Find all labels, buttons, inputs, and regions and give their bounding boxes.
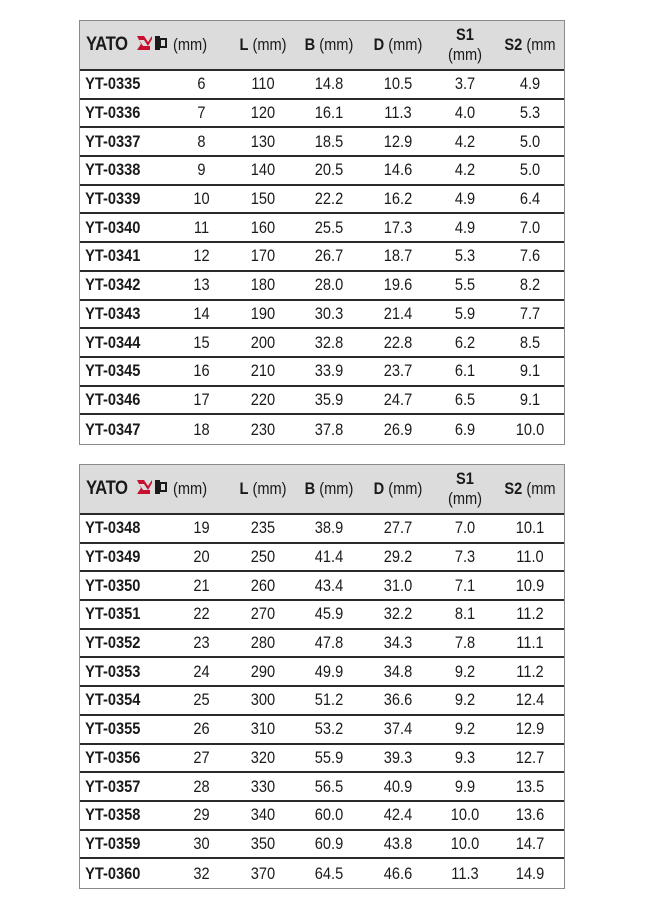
size-cell: 26 <box>193 719 210 739</box>
b-cell: 33.9 <box>314 361 344 381</box>
b-cell: 16.1 <box>314 103 344 123</box>
s1-cell: 7.3 <box>454 547 476 567</box>
d-cell: 39.3 <box>383 747 413 767</box>
size-cell: 9 <box>197 160 206 180</box>
b-cell: 53.2 <box>314 719 344 739</box>
l-cell: 120 <box>250 103 276 123</box>
s2-cell: 5.0 <box>519 131 541 151</box>
s1-cell: 6.2 <box>454 332 476 352</box>
b-cell: 25.5 <box>314 217 344 237</box>
size-cell: 20 <box>193 547 210 567</box>
header-size-unit: (mm) <box>173 35 208 54</box>
d-cell: 31.0 <box>383 575 413 595</box>
b-cell: 51.2 <box>314 690 344 710</box>
b-cell: 43.4 <box>314 575 344 595</box>
model-cell: YT-0335 <box>85 74 141 94</box>
s2-cell: 10.1 <box>515 518 545 538</box>
s1-cell: 4.2 <box>454 131 476 151</box>
size-cell: 19 <box>193 518 210 538</box>
l-cell: 150 <box>250 189 276 209</box>
d-cell: 14.6 <box>383 160 413 180</box>
model-cell: YT-0344 <box>85 332 141 352</box>
s2-cell: 11.1 <box>516 633 544 653</box>
header-size-unit: (mm) <box>173 479 208 498</box>
model-cell: YT-0343 <box>85 303 141 323</box>
s2-cell: 14.7 <box>515 833 545 853</box>
s1-cell: 9.3 <box>454 747 476 767</box>
d-cell: 32.2 <box>383 604 413 624</box>
table-body <box>80 515 564 888</box>
header-D: D (mm) <box>373 35 423 54</box>
size-cell: 12 <box>193 246 210 266</box>
size-cell: 18 <box>193 419 210 439</box>
l-cell: 300 <box>250 690 276 710</box>
s2-cell: 11.0 <box>516 547 544 567</box>
s1-cell: 5.5 <box>454 275 476 295</box>
b-cell: 28.0 <box>314 275 344 295</box>
s1-cell: 5.9 <box>454 303 476 323</box>
b-cell: 26.7 <box>314 246 344 266</box>
s2-cell: 12.9 <box>515 719 545 739</box>
table-row <box>80 831 564 860</box>
size-cell: 27 <box>193 747 210 767</box>
s1-cell: 6.1 <box>454 361 476 381</box>
s2-cell: 9.1 <box>519 389 541 409</box>
table-row <box>80 572 564 601</box>
s2-cell: 7.6 <box>519 246 541 266</box>
s2-cell: 10.0 <box>515 419 545 439</box>
s2-cell: 12.4 <box>515 690 545 710</box>
table-header <box>80 21 564 71</box>
s2-cell: 7.0 <box>519 217 541 237</box>
header-L: L (mm) <box>239 479 287 498</box>
d-cell: 21.4 <box>383 303 413 323</box>
s2-cell: 4.9 <box>519 74 541 94</box>
d-cell: 12.9 <box>383 131 413 151</box>
d-cell: 36.6 <box>383 690 413 710</box>
s2-cell: 14.9 <box>515 863 545 883</box>
s1-cell: 3.7 <box>454 74 476 94</box>
b-cell: 32.8 <box>314 332 344 352</box>
model-cell: YT-0346 <box>85 389 141 409</box>
s1-cell: 9.2 <box>454 690 476 710</box>
b-cell: 47.8 <box>314 633 344 653</box>
l-cell: 340 <box>250 805 276 825</box>
model-cell: YT-0348 <box>85 518 141 538</box>
model-cell: YT-0359 <box>85 833 141 853</box>
header-B: B (mm) <box>304 35 354 54</box>
table-row <box>80 515 564 544</box>
model-cell: YT-0350 <box>85 575 141 595</box>
model-cell: YT-0345 <box>85 361 141 381</box>
d-cell: 27.7 <box>383 518 413 538</box>
s1-cell: 9.2 <box>454 661 476 681</box>
s1-cell: 7.1 <box>454 575 476 595</box>
brand-cell <box>80 33 173 58</box>
brand-cell <box>80 477 173 502</box>
model-cell: YT-0341 <box>85 246 141 266</box>
table-row <box>80 859 564 888</box>
size-cell: 17 <box>193 389 210 409</box>
s2-cell: 13.5 <box>515 776 545 796</box>
d-cell: 26.9 <box>383 419 413 439</box>
header-S2: S2 (mm <box>504 479 556 498</box>
s1-cell: 5.3 <box>454 246 476 266</box>
b-cell: 35.9 <box>314 389 344 409</box>
d-cell: 19.6 <box>383 275 413 295</box>
wrench-size-icon <box>135 33 169 58</box>
s1-cell: 4.9 <box>454 189 476 209</box>
l-cell: 160 <box>250 217 276 237</box>
size-cell: 22 <box>193 604 210 624</box>
table-row <box>80 243 564 272</box>
b-cell: 14.8 <box>314 74 344 94</box>
d-cell: 40.9 <box>383 776 413 796</box>
d-cell: 24.7 <box>383 389 413 409</box>
d-cell: 22.8 <box>383 332 413 352</box>
b-cell: 60.9 <box>314 833 344 853</box>
size-cell: 28 <box>193 776 210 796</box>
l-cell: 180 <box>250 275 276 295</box>
l-cell: 110 <box>251 74 275 94</box>
table-row <box>80 387 564 416</box>
table-row <box>80 773 564 802</box>
l-cell: 260 <box>250 575 276 595</box>
model-cell: YT-0347 <box>85 419 141 439</box>
table-row <box>80 71 564 100</box>
table-row <box>80 128 564 157</box>
spec-table-2 <box>79 464 565 889</box>
size-cell: 16 <box>193 361 210 381</box>
b-cell: 60.0 <box>314 805 344 825</box>
l-cell: 320 <box>250 747 276 767</box>
d-cell: 37.4 <box>383 719 413 739</box>
l-cell: 235 <box>250 518 276 538</box>
model-cell: YT-0339 <box>85 189 141 209</box>
s1-cell: 9.2 <box>454 719 476 739</box>
s2-cell: 12.7 <box>515 747 545 767</box>
size-cell: 29 <box>193 805 210 825</box>
model-cell: YT-0354 <box>85 690 141 710</box>
b-cell: 55.9 <box>314 747 344 767</box>
brand-logo: YATO <box>86 34 128 55</box>
size-cell: 24 <box>193 661 210 681</box>
table-row <box>80 630 564 659</box>
model-cell: YT-0355 <box>85 719 141 739</box>
table-body <box>80 71 564 444</box>
l-cell: 330 <box>250 776 276 796</box>
b-cell: 18.5 <box>314 131 344 151</box>
s1-cell: 11.3 <box>451 863 479 883</box>
l-cell: 290 <box>250 661 276 681</box>
d-cell: 42.4 <box>383 805 413 825</box>
d-cell: 17.3 <box>383 217 413 237</box>
b-cell: 64.5 <box>314 863 344 883</box>
size-cell: 14 <box>193 303 210 323</box>
s1-cell: 7.0 <box>454 518 476 538</box>
l-cell: 370 <box>250 863 276 883</box>
s2-cell: 5.0 <box>519 160 541 180</box>
s1-cell: 4.0 <box>454 103 476 123</box>
header-S1: S1 (mm) <box>447 469 483 508</box>
model-cell: YT-0340 <box>85 217 141 237</box>
table-row <box>80 544 564 573</box>
model-cell: YT-0342 <box>85 275 141 295</box>
b-cell: 22.2 <box>314 189 344 209</box>
table-row <box>80 301 564 330</box>
size-cell: 10 <box>193 189 210 209</box>
d-cell: 11.3 <box>384 103 412 123</box>
size-cell: 25 <box>193 690 210 710</box>
spec-table-1 <box>79 20 565 445</box>
model-cell: YT-0349 <box>85 547 141 567</box>
s2-cell: 13.6 <box>515 805 545 825</box>
size-cell: 7 <box>197 103 206 123</box>
b-cell: 56.5 <box>314 776 344 796</box>
header-S1: S1 (mm) <box>447 25 483 64</box>
table-row <box>80 601 564 630</box>
s1-cell: 7.8 <box>454 633 476 653</box>
d-cell: 10.5 <box>383 74 413 94</box>
header-D: D (mm) <box>373 479 423 498</box>
model-cell: YT-0338 <box>85 160 141 180</box>
s2-cell: 5.3 <box>519 103 541 123</box>
d-cell: 18.7 <box>383 246 413 266</box>
model-cell: YT-0358 <box>85 805 141 825</box>
size-cell: 21 <box>193 575 210 595</box>
table-row <box>80 329 564 358</box>
s2-cell: 11.2 <box>516 604 544 624</box>
s2-cell: 6.4 <box>519 189 541 209</box>
model-cell: YT-0356 <box>85 747 141 767</box>
s1-cell: 10.0 <box>450 833 480 853</box>
b-cell: 45.9 <box>314 604 344 624</box>
b-cell: 20.5 <box>314 160 344 180</box>
size-cell: 11 <box>193 217 210 237</box>
model-cell: YT-0357 <box>85 776 141 796</box>
size-cell: 15 <box>193 332 210 352</box>
table-row <box>80 358 564 387</box>
model-cell: YT-0360 <box>85 863 141 883</box>
l-cell: 140 <box>250 160 276 180</box>
table-row <box>80 415 564 444</box>
header-B: B (mm) <box>304 479 354 498</box>
l-cell: 170 <box>250 246 276 266</box>
s1-cell: 6.5 <box>454 389 476 409</box>
table-row <box>80 214 564 243</box>
b-cell: 38.9 <box>314 518 344 538</box>
s1-cell: 4.2 <box>454 160 476 180</box>
b-cell: 49.9 <box>314 661 344 681</box>
size-cell: 8 <box>197 131 206 151</box>
l-cell: 190 <box>250 303 276 323</box>
l-cell: 200 <box>250 332 276 352</box>
table-row <box>80 100 564 129</box>
s1-cell: 8.1 <box>454 604 476 624</box>
table-row <box>80 802 564 831</box>
table-header <box>80 465 564 515</box>
size-cell: 32 <box>193 863 210 883</box>
l-cell: 270 <box>250 604 276 624</box>
s2-cell: 8.5 <box>519 332 541 352</box>
s2-cell: 11.2 <box>516 661 544 681</box>
size-cell: 30 <box>193 833 210 853</box>
header-L: L (mm) <box>239 35 287 54</box>
d-cell: 34.8 <box>383 661 413 681</box>
s1-cell: 4.9 <box>454 217 476 237</box>
d-cell: 46.6 <box>383 863 413 883</box>
model-cell: YT-0352 <box>85 633 141 653</box>
d-cell: 43.8 <box>383 833 413 853</box>
b-cell: 30.3 <box>314 303 344 323</box>
l-cell: 280 <box>250 633 276 653</box>
table-row <box>80 186 564 215</box>
s1-cell: 9.9 <box>454 776 476 796</box>
l-cell: 210 <box>250 361 276 381</box>
table-row <box>80 272 564 301</box>
l-cell: 130 <box>250 131 276 151</box>
table-row <box>80 157 564 186</box>
d-cell: 16.2 <box>383 189 413 209</box>
d-cell: 34.3 <box>383 633 413 653</box>
s2-cell: 10.9 <box>515 575 545 595</box>
l-cell: 250 <box>250 547 276 567</box>
header-S2: S2 (mm <box>504 35 556 54</box>
s2-cell: 8.2 <box>519 275 541 295</box>
model-cell: YT-0336 <box>85 103 141 123</box>
size-cell: 23 <box>193 633 210 653</box>
s1-cell: 6.9 <box>454 419 476 439</box>
size-cell: 6 <box>197 74 206 94</box>
wrench-size-icon <box>135 477 169 502</box>
table-row <box>80 687 564 716</box>
model-cell: YT-0351 <box>85 604 141 624</box>
l-cell: 310 <box>250 719 276 739</box>
l-cell: 350 <box>250 833 276 853</box>
b-cell: 37.8 <box>314 419 344 439</box>
d-cell: 23.7 <box>383 361 413 381</box>
l-cell: 230 <box>250 419 276 439</box>
l-cell: 220 <box>250 389 276 409</box>
table-row <box>80 658 564 687</box>
d-cell: 29.2 <box>383 547 413 567</box>
b-cell: 41.4 <box>314 547 344 567</box>
model-cell: YT-0337 <box>85 131 141 151</box>
s2-cell: 9.1 <box>519 361 541 381</box>
model-cell: YT-0353 <box>85 661 141 681</box>
table-row <box>80 745 564 774</box>
s1-cell: 10.0 <box>450 805 480 825</box>
brand-logo: YATO <box>86 478 128 499</box>
s2-cell: 7.7 <box>519 303 541 323</box>
size-cell: 13 <box>193 275 210 295</box>
table-row <box>80 716 564 745</box>
